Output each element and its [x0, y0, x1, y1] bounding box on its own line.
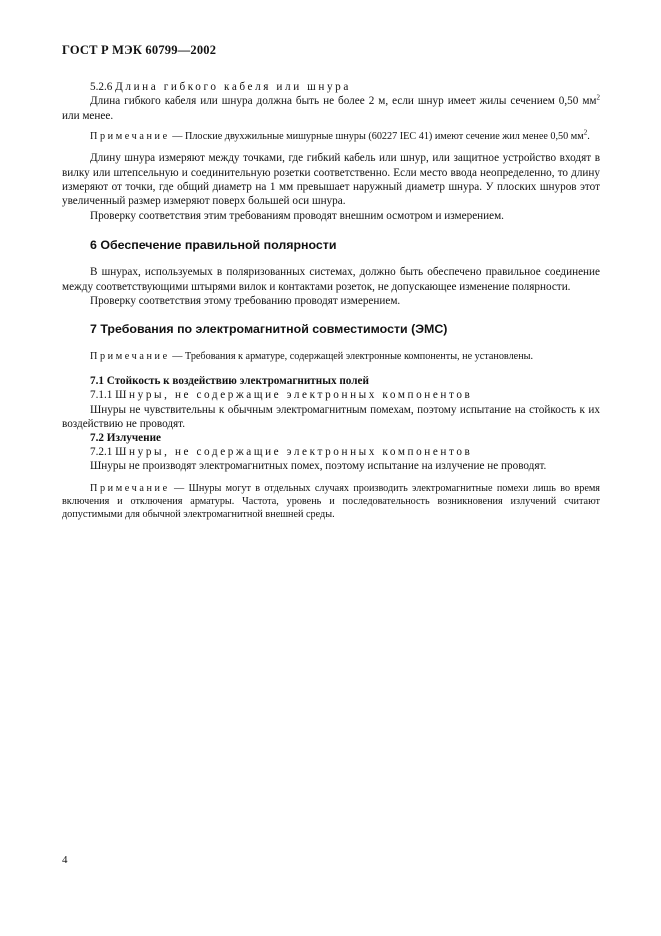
emission-paragraph: Шнуры не производят электромагнитных помех, поэтому испытание на излучение не проводят.	[90, 460, 547, 473]
clause-number: 5.2.6	[90, 81, 113, 93]
measurement-paragraph: Длину шнура измеряют между точками, где гибкий кабель или шнур, или защитное устройство входят в вилку или штепсельную и соединительную розетки соответственно. Если место ввода неопределенно, то длину измеряют от точки, где общий диаметр на 1 мм превышает наружный диаметр шнура. У плоских шнуров этот увеличенный размер измеряют поверх большей оси шнура.	[62, 152, 600, 208]
section-7-2-heading: 7.2 Излучение	[90, 431, 161, 444]
note-emc: Примечание — Требования к арматуре, содержащей электронные компоненты, не установлены.	[90, 351, 534, 363]
clause-5-2-6-heading	[62, 80, 600, 94]
clause-7-2-1-heading: 7.2.1 Шнуры, не содержащие электронных компонентов	[90, 445, 473, 458]
immunity-paragraph: Шнуры не чувствительны к обычным электромагнитным помехам, поэтому испытание на стойкость к их воздействию не проводят.	[62, 403, 600, 431]
section-6-heading: 6 Обеспечение правильной полярности	[90, 238, 337, 253]
cable-length-paragraph: Длина гибкого кабеля или шнура должна быть не более 2 м, если шнур имеет жилы сечением 0,50 $мм^2$ или менее.	[62, 93, 600, 122]
polarity-compliance-paragraph: Проверку соответствия этому требованию проводят измерением.	[90, 295, 401, 308]
clause-title: Длина гибкого кабеля или шнура	[115, 81, 351, 93]
note-flat-cords: Примечание — Плоские двухжильные мишурные шнуры (60227 IEC 41) имеют сечение жил менее 0,50 $мм^2$.	[90, 128, 590, 143]
note-label: Примечание	[90, 482, 170, 494]
section-7-heading: 7 Требования по электромагнитной совместимости (ЭМС)	[90, 322, 448, 337]
compliance-paragraph: Проверку соответствия этим требованиям проводят внешним осмотром и измерением.	[90, 209, 504, 222]
page-number: 4	[62, 854, 68, 866]
clause-7-1-1-heading: 7.1.1 Шнуры, не содержащие электронных компонентов	[90, 389, 473, 402]
note-label: Примечание	[90, 351, 170, 363]
document-page	[62, 43, 600, 521]
section-7-1-heading: 7.1 Стойкость к воздействию электромагнитных полей	[90, 375, 369, 388]
note-label: Примечание	[90, 131, 170, 143]
polarity-paragraph: В шнурах, используемых в поляризованных системах, должно быть обеспечено правильное соединение между соответствующими штырями вилок и контактами розеток, не допускающее изменение полярности.	[62, 266, 600, 293]
note-emission: Примечание — Шнуры могут в отдельных случаях производить электромагнитные помехи лишь во время включения и отключения арматуры. Частота, уровень и последовательность возникновения излучений считают допустимыми для обычной электромагнитной внешней среды.	[62, 482, 600, 520]
page-header: ГОСТ Р МЭК 60799—2002	[62, 43, 217, 57]
